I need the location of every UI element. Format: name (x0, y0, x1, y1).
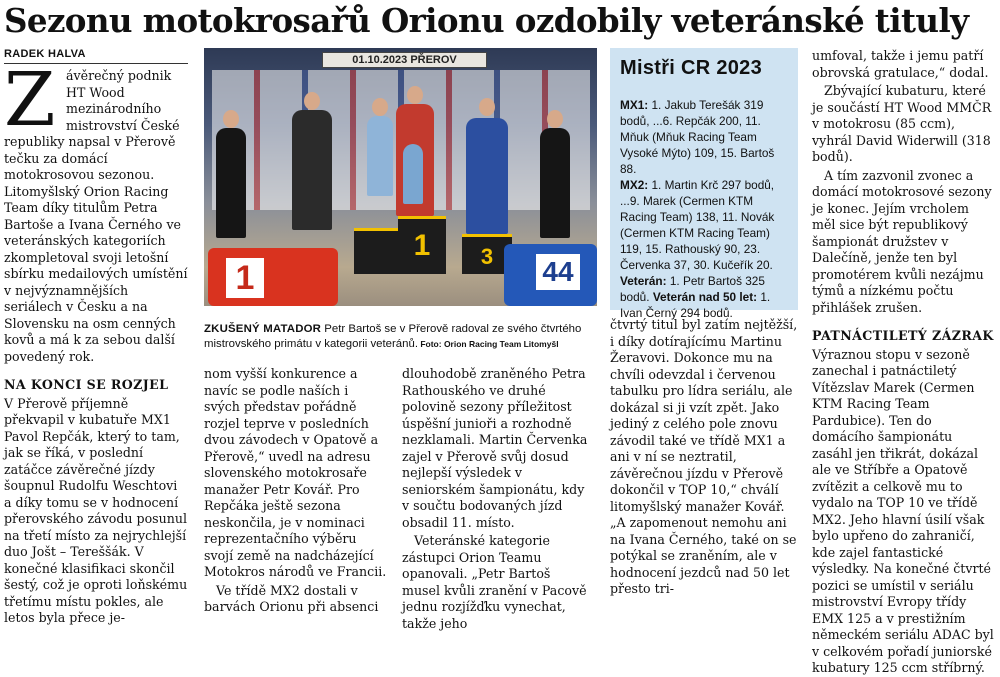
person-head (479, 98, 495, 116)
veteran50-text: 1. Ivan Černý 294 bodů. (620, 290, 771, 320)
result-mx1 (620, 97, 789, 177)
veteran50-label: Veterán nad 50 let: (652, 290, 758, 304)
paragraph: Zbývající kubaturu, které je součástí HT Wood MMČR v motokrosu (85 ccm), vyhrál David Widerwill (318 bodů). (812, 83, 992, 164)
article-column-1 (4, 57, 188, 625)
paragraph: nom vyšší konkurence a navíc se podle naších i svých představ pořádně rozjel teprve v posledních dvou závodech v Opatově a Přerově,“ uvedl na adresu slovenského motokrosaře manažer Petr Kovář. Pro Repčáka ještě sezona neskončila, je v nominaci reprezentačního výběru svojí země na nadcházející Motokros národů ve Francii. (204, 366, 387, 579)
person-head (547, 110, 563, 128)
headline: Sezonu motokrosařů Orionu ozdobily veteránské tituly (4, 1, 969, 40)
byline: RADEK HALVA (4, 48, 188, 64)
person-head (223, 110, 239, 128)
article-column-4 (610, 317, 798, 594)
paragraph: Veteránské kategorie zástupci Orion Teamu opanovali. „Petr Bartoš musel kvůli zranění v Pacově jednu rozjížďku vynechat, takže jeho (402, 533, 587, 631)
rider-left (292, 110, 332, 230)
caption-text: Petr Bartoš se v Přerově radoval ze svého čtvrtého mistrovského primátu v kategorii veteránů. (204, 323, 582, 350)
paragraph: dlouhodobě zraněného Petra Rathouského ve druhé polovině sezony příležitost úspěšní junioři a rozhodně nezklamali. Martin Červenka zajel v Přerově svůj dosud nejlepší výsledek v seniorském šampionátu, kdy v součtu bodovaných jízd obsadil 11. místo. (402, 366, 588, 530)
box-title: Mistři CR 2023 (620, 57, 763, 79)
child-blue (403, 144, 423, 204)
mx2-label: MX2: (620, 178, 649, 192)
number-plate-left: 1 (226, 258, 264, 298)
person-head (304, 92, 320, 110)
mx2-text: 1. Martin Krč 297 bodů, ...9. Marek (Cermen KTM Racing Team) 138, 11. Novák (Cermen KTM Racing Team) 119, 15. Rathouský 90, 23. Červenka 37, 30. Kučeřík 20. (620, 178, 775, 272)
number-plate-right: 44 (536, 254, 580, 290)
article-column-5 (812, 48, 996, 675)
result-veteran (620, 273, 789, 321)
podium-third-number: 3 (480, 244, 494, 269)
girl-blue (367, 116, 393, 196)
veteran-text: 1. Petr Bartoš 325 bodů. (620, 274, 765, 304)
mx1-label: MX1: (620, 98, 649, 112)
photo-credit: Foto: Orion Racing Team Litomyšl (417, 339, 559, 349)
paragraph: Výraznou stopu v sezoně zanechal i patnáctiletý Vítězslav Marek (Cermen KTM Racing Team Pardubice). Ten do domácího šampionátu zasáhl jen třikrát, dokázal ale ve Stříbře a Opatově zvítězit a celkově mu to vydalo na TOP 10 ve třídě MX2. Jeho hlavní úsilí však bylo upřeno do zahraničí, kde zajel fantastické výsledky. Na konečné čtvrté pozici se umístil v seriálu mistrovství Evropy třídy EMX 125 a v prestižním německém seriálu ADAC byl v celkovém pořadí juniorské kubatury 125 ccm stříbrný. (812, 346, 994, 675)
podium-second (354, 228, 398, 274)
result-mx2 (620, 177, 789, 273)
podium-first-number: 1 (413, 229, 431, 262)
person-head (407, 86, 423, 104)
paragraph: A tím zazvonil zvonec a domácí motokrosové sezony je konec. Jejím vrcholem měl sice být republikový šampionát družstev v Dalečíně, jenže ten byl promotérem kvůli nezájmu týmů a nízkému počtu přihlášek zrušen. (812, 167, 992, 315)
drop-cap: Z (4, 57, 56, 143)
subhead-na-konci: NA KONCI SE ROZJEL (4, 377, 169, 392)
caption-title: ZKUŠENÝ MATADOR (204, 323, 322, 335)
photo-caption (204, 322, 597, 352)
mx1-text: 1. Jakub Terešák 319 bodů, ...6. Repčák 200, 11. Mňuk (Mňuk Racing Team Vysoké Mýto) 109, 15. Bartoš 88. (620, 98, 775, 176)
article-column-2 (204, 366, 387, 614)
grid-girl-right (540, 128, 570, 238)
grid-girl-left (216, 128, 246, 238)
paragraph: umfoval, takže i jemu patří obrovská gratulace,“ dodal. (812, 48, 989, 80)
subhead-patnactilety: PATNÁCTILETÝ ZÁZRAK (812, 328, 994, 343)
paragraph: Ve třídě MX2 dostali v barvách Orionu při absenci (204, 582, 379, 614)
paragraph: V Přerově příjemně překvapil v kubatuře MX1 Pavol Repčák, který to tam, jak se říká, v poslední zatáčce závěrečné jízdy šoupnul Rudolfu Weschtovi a díky tomu se v hodnocení přerovského závodu posunul na třetí místo za nejrychlejší duo Jošt – Tereššák. V konečné klasifikaci skončil šestý, což je oproti loňskému třetímu místu pokles, ale letos byla přece je- (4, 395, 188, 625)
article-column-3 (402, 366, 588, 631)
lead-paragraph (4, 57, 188, 365)
article-photo (204, 48, 597, 306)
lead-text: ávěrečný podnik HT Wood mezinárodního mistrovství České republiky napsal v Přerově tečku za domácí motokrosovou sezonou. Litomyšlský Orion Racing Team díky titulům Petra Bartoše a Ivana Černého ve veteránských kategoriích zkompletoval svoji letošní sbírku medailových umístění v nejvýznamnějších seriálech v Česku a na Slovensku na osm cenných kovů a má k za sebou další povedený rok. (4, 68, 188, 364)
podium-first (398, 216, 446, 274)
champions-box (610, 48, 798, 320)
event-banner: 01.10.2023 PŘEROV (322, 52, 487, 68)
person-head (372, 98, 388, 116)
veteran-label: Veterán: (620, 274, 667, 288)
paragraph: čtvrtý titul byl zatím nejtěžší, i díky dotírajícímu Martinu Žeravovi. Dokonce mu na chvíli odevzdal i červenou tabulku pro lídra seriálu, ale dokázal si ji vzít zpět. Jako jediný z celého pole znovu závodil také ve třídě MX1 a ani v ní se neztratil, závěrečnou jízdu v Přerově dokončil v TOP 10,“ chválí litomyšlský manažer Kovář. „A zapomenout nemohu ani na Ivana Černého, také on se potýkal se zraněním, ale v hodnocení jezdců nad 50 let přesto tri- (610, 317, 798, 596)
rider-right (466, 118, 508, 234)
